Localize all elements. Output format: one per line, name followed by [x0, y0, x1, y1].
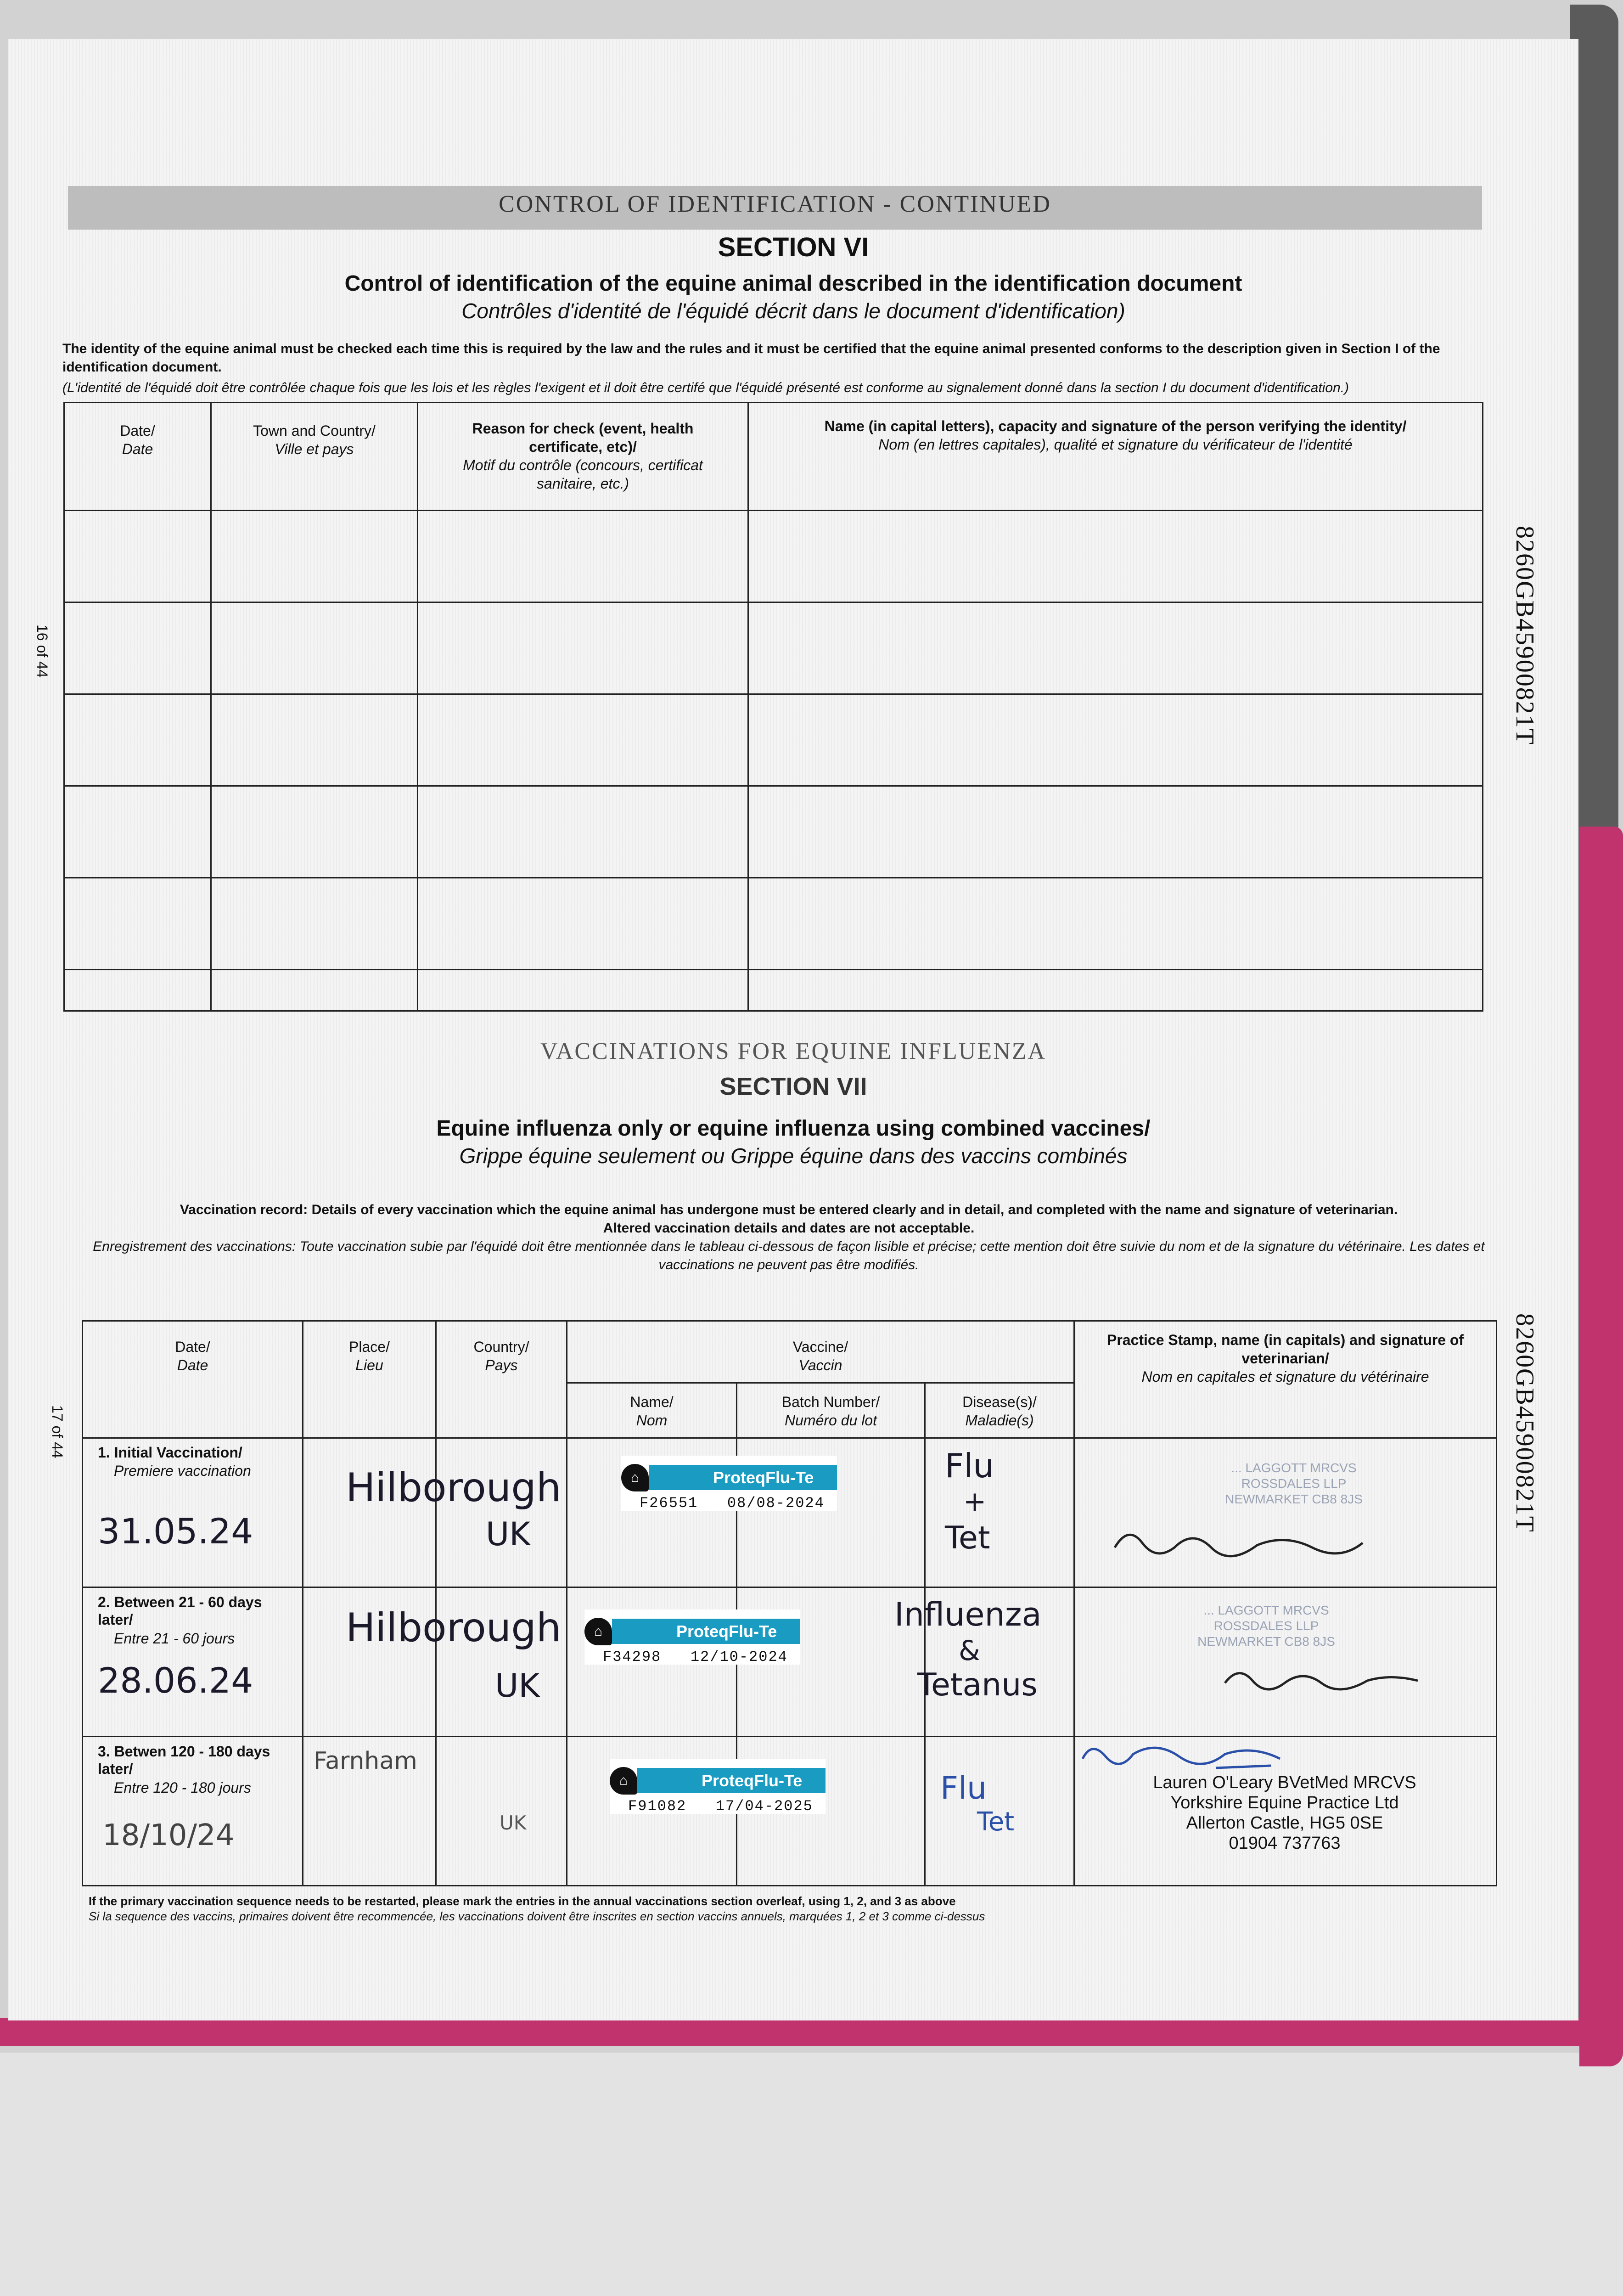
- row3-disease-1: Flu: [940, 1770, 987, 1806]
- document-number: 8260GB459008​21T: [1511, 526, 1539, 745]
- col-reason-en: Reason for check (event, health certificate, etc)/: [472, 420, 694, 455]
- row1-disease-2: +: [963, 1486, 987, 1518]
- row2-sticker-brand: ProteqFlu-Te: [612, 1619, 800, 1644]
- row2-vet-signature: [1220, 1660, 1422, 1701]
- table-row: [64, 970, 1483, 1011]
- table-header-row: [83, 1321, 1497, 1383]
- title-en: Equine influenza only or equine influenza using combined vaccines/: [436, 1116, 1151, 1141]
- row2-disease-2: &: [959, 1635, 980, 1667]
- page-number: 16 of 44: [34, 625, 51, 678]
- col-batch-header: [737, 1384, 924, 1429]
- row2-place: Hilborough: [346, 1605, 562, 1651]
- row1-date: 31.05.24: [98, 1511, 253, 1552]
- row3-practice-stamp: [1119, 1773, 1450, 1853]
- row2-disease-3: Tetanus: [917, 1667, 1038, 1703]
- col-reason-header: [418, 403, 747, 493]
- stamp-line: ROSSDALES LLP: [1213, 1619, 1319, 1633]
- section-title: SECTION VI: [718, 232, 869, 262]
- col-date-fr: Date: [122, 441, 153, 457]
- col-disease-en: Disease(s)/: [962, 1394, 1037, 1410]
- col-date-header: [83, 1322, 302, 1374]
- vaccine-logo-icon: ⌂: [584, 1618, 612, 1645]
- practice-address: Allerton Castle, HG5 0SE: [1186, 1813, 1383, 1833]
- title-fr: Contrôles d'identité de l'équidé décrit dans le document d'identification): [461, 299, 1125, 323]
- page-17: [8, 1038, 1578, 2020]
- record-en-2: Altered vaccination details and dates are not acceptable.: [603, 1221, 975, 1236]
- col-place-header: [303, 1322, 435, 1374]
- stamp-line: NEWMARKET CB8 8JS: [1225, 1492, 1363, 1506]
- table-header-row: [64, 403, 1483, 511]
- page-number: 17 of 44: [49, 1405, 66, 1458]
- page-heading: CONTROL OF IDENTIFICATION - CONTINUED: [499, 191, 1051, 217]
- col-vaccine-fr: Vaccin: [798, 1357, 842, 1373]
- footnote-fr: Si la sequence des vaccins, primaires doivent être recommencée, les vaccinations doivent être inscrites en section vaccins annuels, marquées 1, 2 et 3 comme ci-dessus: [89, 1909, 985, 1923]
- col-town-en: Town and Country/: [253, 422, 376, 439]
- row2-label-fr: Entre 21 - 60 jours: [114, 1630, 235, 1647]
- col-vaccine-en: Vaccine/: [792, 1339, 848, 1355]
- row3-sticker-brand: ProteqFlu-Te: [637, 1768, 826, 1793]
- title-en: Control of identification of the equine animal described in the identification document: [344, 271, 1242, 296]
- col-country-fr: Pays: [485, 1357, 518, 1373]
- col-disease-fr: Maladie(s): [965, 1412, 1034, 1429]
- col-town-header: [212, 403, 417, 458]
- row3-disease-3: Tet: [977, 1807, 1015, 1837]
- col-name-fr: Nom: [636, 1412, 668, 1429]
- record-fr: Enregistrement des vaccinations: Toute vaccination subie par l'équidé doit être mentionnée dans le tableau ci-dessous de façon lisible et précise; cette mention doit être suivie du nom et de la signature du vétérinaire. Les dates et vaccinations ne peuvent pas être modifiés.: [93, 1239, 1485, 1272]
- table-row: [64, 694, 1483, 786]
- row1-vaccine-sticker: [621, 1456, 837, 1511]
- col-name-en: Name/: [630, 1394, 674, 1410]
- col-place-fr: Lieu: [355, 1357, 383, 1373]
- row2-label-en: 2. Between 21 - 60 days later/: [98, 1594, 262, 1628]
- row3-place: Farnham: [314, 1747, 417, 1775]
- footnote-en: If the primary vaccination sequence needs to be restarted, please mark the entries in the annual vaccinations section overleaf, using 1, 2, and 3 as above: [89, 1894, 956, 1908]
- row1-sticker-brand: ProteqFlu-Te: [649, 1465, 837, 1490]
- row1-batch-expiry: F26551 08/08-2024: [640, 1495, 825, 1512]
- col-reason-fr: Motif du contrôle (concours, certificat sanitaire, etc.): [463, 457, 703, 492]
- table-row: [64, 786, 1483, 878]
- pink-cover-bottom: [0, 2018, 1607, 2046]
- row1-disease-3: Tet: [945, 1520, 990, 1556]
- row3-label-fr: Entre 120 - 180 jours: [114, 1779, 251, 1796]
- row1-label-en: 1. Initial Vaccination/: [98, 1444, 242, 1461]
- row2-vaccine-sticker: [584, 1609, 800, 1665]
- row3-batch-expiry: F91082 17/04-2025: [628, 1798, 813, 1815]
- col-date-fr: Date: [177, 1357, 208, 1373]
- scanner-bed: [0, 2053, 1623, 2296]
- row1-label-fr: Premiere vaccination: [114, 1463, 251, 1479]
- intro-fr: (L'identité de l'équidé doit être contrôlée chaque fois que les lois et les règles l'exigent et il doit être certifé que l'équidé présenté est conforme au signalement donné dans la section I du document d'identification.): [62, 380, 1349, 395]
- table-row: [64, 511, 1483, 602]
- col-vaccine-header: [567, 1322, 1073, 1374]
- stamp-line: NEWMARKET CB8 8JS: [1197, 1634, 1335, 1649]
- col-stamp-en: Practice Stamp, name (in capitals) and signature of veterinarian/: [1106, 1332, 1464, 1367]
- row1-disease-1: Flu: [945, 1446, 994, 1485]
- row3-date: 18/10/24: [102, 1818, 235, 1852]
- pink-cover-edge: [1579, 827, 1623, 2066]
- record-en: Vaccination record: Details of every vaccination which the equine animal has undergone must be entered clearly and in detail, and completed with the name and signature of veterinarian.: [180, 1202, 1398, 1217]
- row3-vet-signature: [1078, 1731, 1289, 1777]
- col-batch-fr: Numéro du lot: [785, 1412, 877, 1429]
- row2-practice-stamp: [1119, 1603, 1413, 1649]
- col-date-header: [65, 403, 210, 458]
- col-name-en: Name (in capital letters), capacity and signature of the person verifying the identity/: [824, 418, 1407, 434]
- col-town-fr: Ville et pays: [275, 441, 354, 457]
- col-country-en: Country/: [473, 1339, 529, 1355]
- page-16: [8, 39, 1578, 1047]
- title-fr: Grippe équine seulement ou Grippe équine dans des vaccins combinés: [459, 1144, 1128, 1168]
- row2-batch-expiry: F34298 12/10-2024: [603, 1649, 788, 1666]
- col-country-header: [437, 1322, 566, 1374]
- practice-name: Yorkshire Equine Practice Ltd: [1170, 1793, 1399, 1812]
- col-date-en: Date/: [120, 422, 155, 439]
- intro-en: The identity of the equine animal must be checked each time this is required by the law and the rules and it must be certified that the equine animal presented conforms to the description given in Section I of the identification document.: [62, 341, 1440, 375]
- practice-phone: 01904 737763: [1229, 1834, 1341, 1853]
- row3-vaccine-sticker: [610, 1759, 826, 1814]
- row1-place: Hilborough: [346, 1465, 562, 1511]
- row1-country: UK: [486, 1515, 531, 1553]
- vaccine-logo-icon: ⌂: [610, 1767, 637, 1795]
- row2-country: UK: [495, 1667, 540, 1705]
- vet-name: Lauren O'Leary BVetMed MRCVS: [1153, 1773, 1416, 1792]
- row2-date: 28.06.24: [98, 1660, 253, 1701]
- row3-country: UK: [500, 1812, 527, 1834]
- col-name-header: [749, 403, 1482, 454]
- table-row: [64, 878, 1483, 970]
- col-place-en: Place/: [349, 1339, 390, 1355]
- col-stamp-fr: Nom en capitales et signature du vétérinaire: [1141, 1368, 1429, 1385]
- row1-vet-signature: [1110, 1520, 1367, 1570]
- row2-disease-1: Influenza: [894, 1596, 1042, 1633]
- document-number: 8260GB459008​21T: [1511, 1313, 1539, 1533]
- col-name-header: [567, 1384, 736, 1429]
- col-name-fr: Nom (en lettres capitales), qualité et signature du vérificateur de l'identité: [878, 436, 1353, 453]
- page-heading: VACCINATIONS FOR EQUINE INFLUENZA: [540, 1038, 1046, 1064]
- stamp-line: ... LAGGOTT MRCVS: [1203, 1603, 1329, 1617]
- stamp-line: ROSSDALES LLP: [1241, 1476, 1347, 1491]
- table-row: [64, 602, 1483, 694]
- vaccine-logo-icon: ⌂: [621, 1464, 649, 1491]
- col-stamp-header: [1075, 1322, 1496, 1386]
- section-title: SECTION VII: [719, 1073, 867, 1100]
- col-disease-header: [926, 1384, 1073, 1429]
- stamp-line: ... LAGGOTT MRCVS: [1231, 1461, 1357, 1475]
- identification-table: [63, 402, 1483, 1012]
- col-date-en: Date/: [175, 1339, 210, 1355]
- row1-practice-stamp: [1147, 1460, 1441, 1507]
- col-batch-en: Batch Number/: [781, 1394, 880, 1410]
- row3-label-en: 3. Betwen 120 - 180 days later/: [98, 1743, 270, 1777]
